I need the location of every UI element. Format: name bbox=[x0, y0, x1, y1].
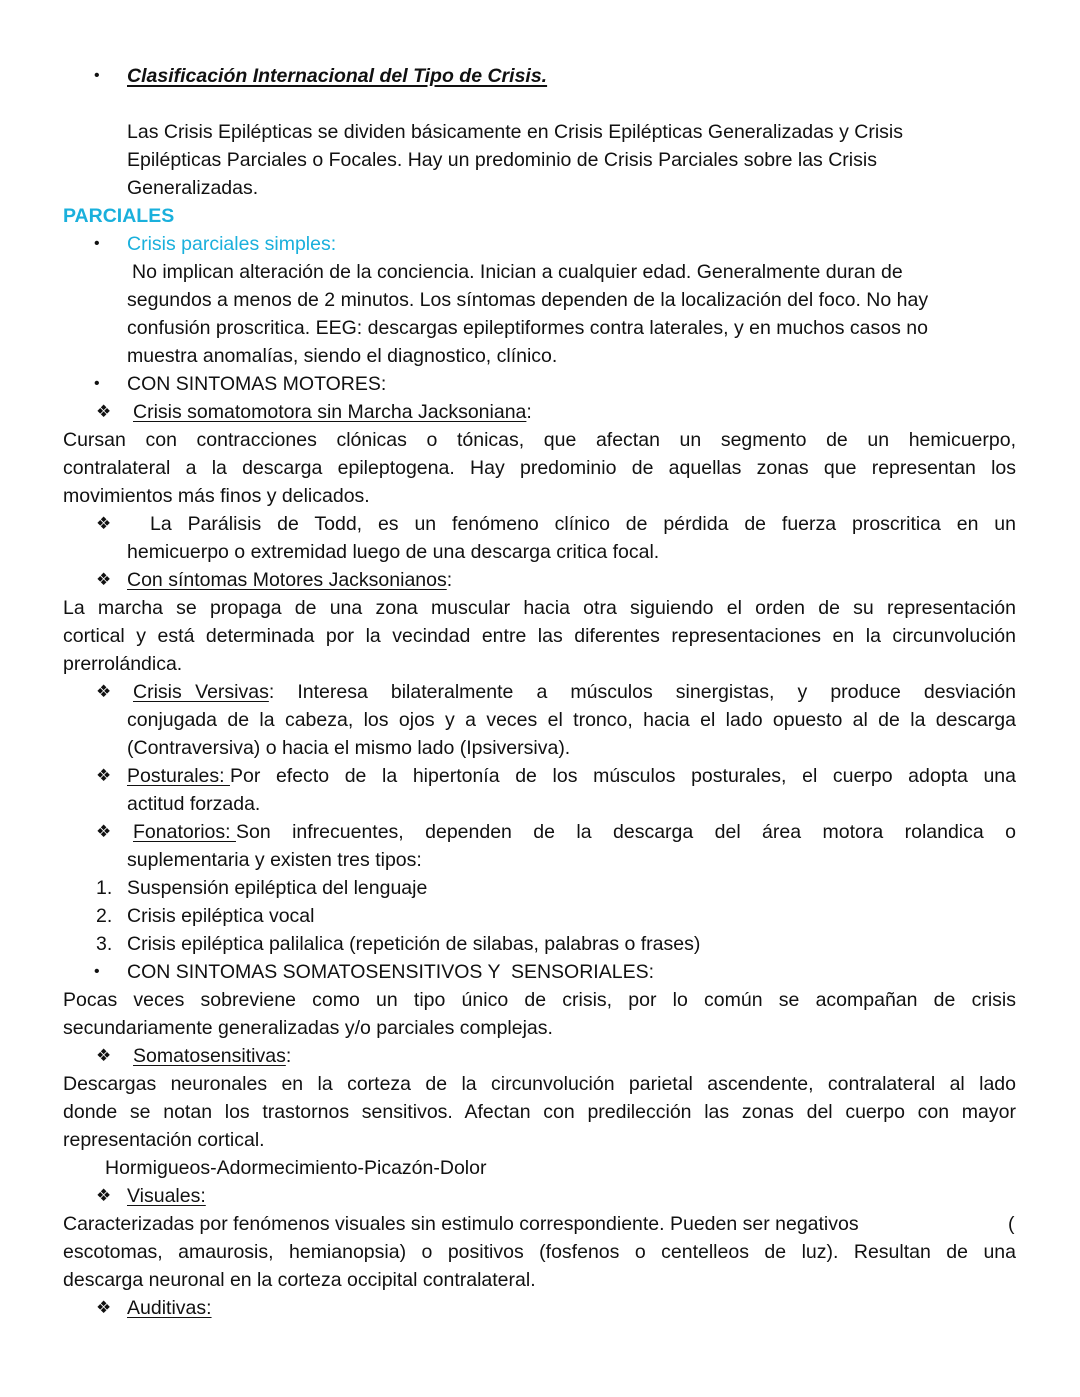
type-item: Crisis epiléptica vocal bbox=[127, 905, 315, 927]
somatosensitivas-line-2: donde se notan los trastornos sensitivos. Afectan con predilección las zonas del cuerpo con mayor bbox=[63, 1101, 1016, 1123]
fonatorios-label: Fonatorios: bbox=[133, 821, 236, 843]
visuales-line-3: descarga neuronal en la corteza occipital contralateral. bbox=[63, 1269, 536, 1291]
sin-marcha-line-1: Cursan con contracciones clónicas o tónicas, que afectan un segmento de un hemicuerpo, bbox=[63, 429, 1016, 451]
simple-text-line-1: No implican alteración de la conciencia. Inician a cualquier edad. Generalmente duran de bbox=[132, 261, 903, 283]
simple-text-line-3: confusión proscritica. EEG: descargas epileptiformes contra laterales, y en muchos casos no bbox=[127, 317, 928, 339]
type-number: 1. bbox=[96, 877, 113, 899]
intro-line-3: Generalizadas. bbox=[127, 177, 259, 199]
somatosensitivas-line-1: Descargas neuronales en la corteza de la circunvolución parietal ascendente, contralateral al lado bbox=[63, 1073, 1016, 1095]
diamond-bullet-icon: ❖ bbox=[96, 1046, 112, 1065]
jacksonianos-line-2: cortical y está determinada por la vecindad entre las diferentes representaciones en la circunvolución bbox=[63, 625, 1016, 647]
sin-marcha-label: Crisis somatomotora sin Marcha Jacksoniana bbox=[133, 401, 527, 423]
versivas-line-3: (Contraversiva) o hacia el mismo lado (Ipsiversiva). bbox=[127, 737, 571, 759]
fonatorios-line-1 bbox=[133, 818, 1016, 846]
section-heading: PARCIALES bbox=[63, 205, 175, 227]
jacksonianos-line-1: La marcha se propaga de una zona muscular hacia otra siguiendo el orden de su representación bbox=[63, 597, 1016, 619]
fonatorios-text: Son infrecuentes, dependen de la descarga del área motora rolandica o bbox=[235, 821, 1016, 843]
diamond-bullet-icon: ❖ bbox=[96, 1186, 112, 1205]
visuales-line-2: escotomas, amaurosis, hemianopsia) o positivos (fosfenos o centelleos de luz). Resultan de una bbox=[63, 1241, 1016, 1263]
todd-line-1: La Parálisis de Todd, es un fenómeno clínico de pérdida de fuerza proscritica en un bbox=[150, 513, 1016, 535]
somatosensitivas-suffix: : bbox=[285, 1045, 292, 1067]
motores-heading: CON SINTOMAS MOTORES: bbox=[127, 373, 387, 395]
jacksonianos-suffix: : bbox=[446, 569, 453, 591]
bullet-icon: • bbox=[94, 963, 100, 980]
posturales-line-2: actitud forzada. bbox=[127, 793, 261, 815]
versivas-text: : Interesa bilateralmente a músculos sinergistas, y produce desviación bbox=[268, 681, 1016, 703]
versivas-label: Crisis Versivas bbox=[133, 681, 269, 703]
sensitivos-heading: CON SINTOMAS SOMATOSENSITIVOS Y SENSORIALES: bbox=[127, 961, 654, 983]
diamond-bullet-icon: ❖ bbox=[96, 402, 112, 421]
diamond-bullet-icon: ❖ bbox=[96, 514, 112, 533]
auditivas-label: Auditivas: bbox=[127, 1297, 212, 1319]
sin-marcha-heading bbox=[127, 398, 532, 426]
diamond-bullet-icon: ❖ bbox=[96, 570, 112, 589]
sin-marcha-line-3: movimientos más finos y delicados. bbox=[63, 485, 370, 507]
todd-line-2: hemicuerpo o extremidad luego de una descarga critica focal. bbox=[127, 541, 660, 563]
diamond-bullet-icon: ❖ bbox=[96, 822, 112, 841]
simple-text-line-2: segundos a menos de 2 minutos. Los síntomas dependen de la localización del foco. No hay bbox=[127, 289, 929, 311]
posturales-line-1 bbox=[127, 762, 1016, 790]
sensitivos-line-2: secundariamente generalizadas y/o parciales complejas. bbox=[63, 1017, 553, 1039]
bullet-icon: • bbox=[94, 375, 100, 392]
symptoms-line: Hormigueos-Adormecimiento-Picazón-Dolor bbox=[105, 1157, 487, 1179]
jacksonianos-line-3: prerrolándica. bbox=[63, 653, 183, 675]
somatosensitivas-heading bbox=[127, 1042, 291, 1070]
sensitivos-line-1: Pocas veces sobreviene como un tipo único de crisis, por lo común se acompañan de crisis bbox=[63, 989, 1016, 1011]
posturales-label: Posturales: bbox=[127, 765, 230, 787]
visuales-line-1: Caracterizadas por fenómenos visuales sin estimulo correspondiente. Pueden ser negativos bbox=[63, 1213, 859, 1235]
type-item: Crisis epiléptica palilalica (repetición de silabas, palabras o frases) bbox=[127, 933, 701, 955]
sin-marcha-line-2: contralateral a la descarga epileptogena. Hay predominio de aquellas zonas que representan los bbox=[63, 457, 1016, 479]
subsection-heading: Crisis parciales simples: bbox=[127, 233, 337, 255]
sin-marcha-suffix: : bbox=[526, 401, 532, 423]
type-number: 2. bbox=[96, 905, 113, 927]
diamond-bullet-icon: ❖ bbox=[96, 766, 112, 785]
type-number: 3. bbox=[96, 933, 113, 955]
versivas-line-2: conjugada de la cabeza, los ojos y a veces el tronco, hacia el lado opuesto al de la descarga bbox=[127, 709, 1016, 731]
jacksonianos-heading bbox=[127, 566, 452, 594]
diamond-bullet-icon: ❖ bbox=[96, 682, 112, 701]
bullet-icon: • bbox=[94, 67, 100, 84]
posturales-text: Por efecto de la hipertonía de los músculos posturales, el cuerpo adopta una bbox=[229, 765, 1016, 787]
jacksonianos-label: Con síntomas Motores Jacksonianos bbox=[127, 569, 447, 591]
visuales-label: Visuales: bbox=[127, 1185, 206, 1207]
bullet-icon: • bbox=[94, 235, 100, 252]
somatosensitivas-line-3: representación cortical. bbox=[63, 1129, 265, 1151]
versivas-line-1 bbox=[133, 678, 1016, 706]
simple-text-line-4: muestra anomalías, siendo el diagnostico, clínico. bbox=[127, 345, 558, 367]
document-title: Clasificación Internacional del Tipo de Crisis. bbox=[127, 65, 548, 87]
visuales-open-paren: ( bbox=[1008, 1213, 1015, 1235]
fonatorios-line-2: suplementaria y existen tres tipos: bbox=[127, 849, 422, 871]
type-item: Suspensión epiléptica del lenguaje bbox=[127, 877, 428, 899]
intro-line-1: Las Crisis Epilépticas se dividen básicamente en Crisis Epilépticas Generalizadas y Crisis bbox=[127, 121, 903, 143]
somatosensitivas-label: Somatosensitivas bbox=[133, 1045, 286, 1067]
intro-line-2: Epilépticas Parciales o Focales. Hay un predominio de Crisis Parciales sobre las Crisis bbox=[127, 149, 877, 171]
diamond-bullet-icon: ❖ bbox=[96, 1298, 112, 1317]
